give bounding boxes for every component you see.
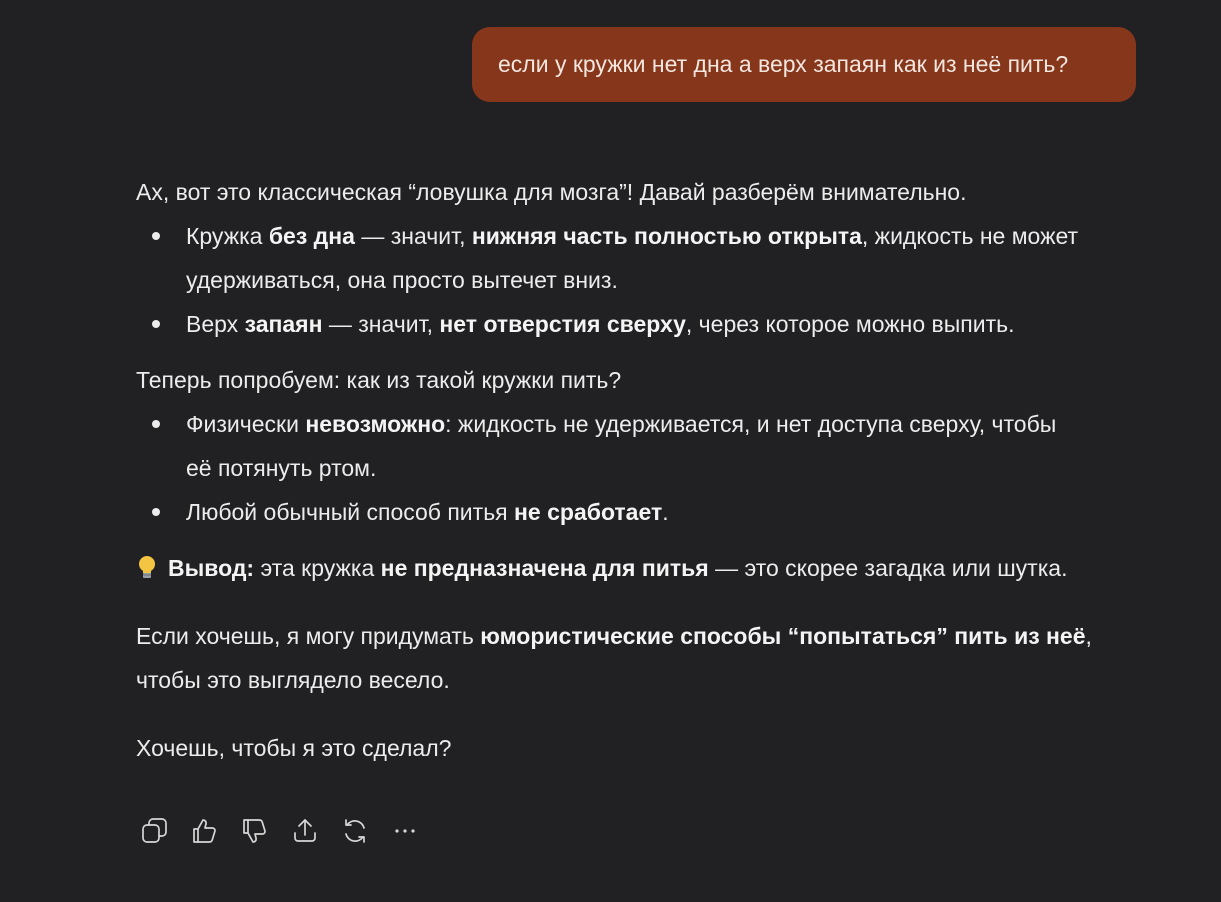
text-span: её потянуть ртом. — [186, 455, 377, 481]
regenerate-icon — [340, 816, 370, 846]
bold-span: без дна — [268, 223, 355, 249]
response-intro: Ах, вот это классическая “ловушка для мозга”! Давай разберём внимательно. — [136, 179, 967, 205]
share-icon — [290, 816, 320, 846]
bold-span: не предназначена для питья — [380, 555, 709, 581]
share-button[interactable] — [286, 812, 324, 850]
assistant-response — [136, 170, 1146, 770]
text-span: , через которое можно выпить. — [685, 311, 1015, 337]
text-span: Любой обычный способ питья — [186, 499, 515, 525]
bold-span: юмористические способы “попытаться” пить из неё — [480, 623, 1086, 649]
conclusion-label: Вывод: — [168, 555, 255, 581]
text-span: Верх — [186, 311, 245, 337]
list-item — [136, 302, 1146, 346]
response-closing: Хочешь, чтобы я это сделал? — [136, 735, 452, 761]
thumbs-down-button[interactable] — [236, 812, 274, 850]
thumbs-down-icon — [240, 816, 270, 846]
bold-span: не сработает — [514, 499, 663, 525]
text-span: : жидкость не удерживается, и нет доступа сверху, чтобы — [445, 411, 1057, 437]
more-options-button[interactable] — [386, 812, 424, 850]
response-question: Теперь попробуем: как из такой кружки пить? — [136, 367, 622, 393]
regenerate-button[interactable] — [336, 812, 374, 850]
response-offer — [136, 614, 1146, 702]
bold-span: нет отверстия сверху — [439, 311, 686, 337]
copy-icon — [140, 816, 170, 846]
response-conclusion — [136, 546, 1146, 590]
bullet-list-2 — [136, 402, 1146, 534]
list-item — [136, 214, 1146, 302]
copy-button[interactable] — [136, 812, 174, 850]
bullet-list-1 — [136, 214, 1146, 346]
message-actions-toolbar — [136, 812, 424, 850]
text-span: , жидкость не может — [861, 223, 1079, 249]
text-span: удерживаться, она просто вытечет вниз. — [186, 267, 618, 293]
bold-span: невозможно — [305, 411, 446, 437]
lightbulb-icon — [136, 555, 158, 581]
text-span: — это скорее загадка или шутка. — [708, 555, 1068, 581]
text-span: — значит, — [354, 223, 472, 249]
thumbs-up-icon — [190, 816, 220, 846]
text-span: , — [1085, 623, 1092, 649]
text-span: — значит, — [322, 311, 440, 337]
text-span: Если хочешь, я могу придумать — [136, 623, 481, 649]
text-span: Кружка — [186, 223, 269, 249]
text-span: эта кружка — [254, 555, 381, 581]
user-message-text: если у кружки нет дна а верх запаян как из неё пить? — [498, 51, 1069, 77]
list-item — [136, 490, 1146, 534]
text-span: . — [662, 499, 669, 525]
bold-span: запаян — [244, 311, 323, 337]
user-message-bubble — [472, 27, 1136, 102]
text-span: Физически — [186, 411, 306, 437]
text-span: чтобы это выглядело весело. — [136, 667, 450, 693]
more-icon — [390, 816, 420, 846]
bold-span: нижняя часть полностью открыта — [471, 223, 862, 249]
list-item — [136, 402, 1146, 490]
thumbs-up-button[interactable] — [186, 812, 224, 850]
